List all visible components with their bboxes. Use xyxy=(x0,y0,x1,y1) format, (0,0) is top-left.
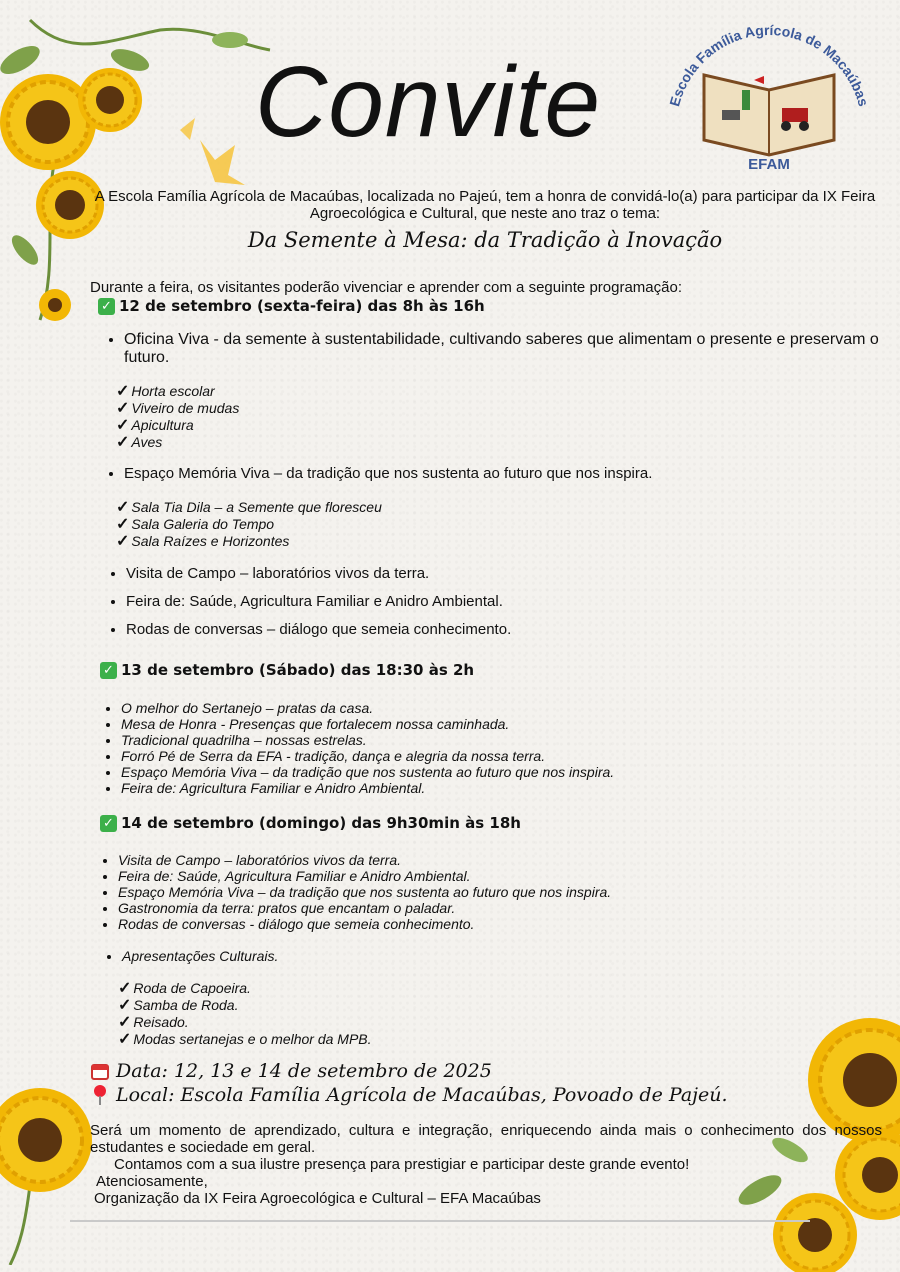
event-date: Data: 12, 13 e 14 de setembro de 2025 xyxy=(90,1060,492,1082)
list-item: • Visita de Campo – laboratórios vivos da terra. xyxy=(126,565,886,582)
list-item: ✓ Sala Tia Dila – a Semente que floresceu xyxy=(116,499,382,516)
invite-line: Contamos com a sua ilustre presença para prestigiar e participar deste grande evento! xyxy=(114,1156,690,1173)
day1-oficina: • Oficina Viva - da semente à sustentabilidade, cultivando saberes que alimentam o presente e preservam o futuro. xyxy=(124,331,884,367)
signature-line: Organização da IX Feira Agroecológica e Cultural – EFA Macaúbas xyxy=(94,1190,541,1207)
footer-divider xyxy=(70,1220,810,1222)
day1-memoria-list xyxy=(106,465,884,482)
list-item: • Gastronomia da terra: pratos que encantam o paladar. xyxy=(118,900,878,916)
list-item: ✓ Horta escolar xyxy=(116,383,215,400)
list-item: • Feira de: Agricultura Familiar e Anidro Ambiental. xyxy=(121,780,881,796)
logo-arc-text: Escola Família Agrícola de Macaúbas xyxy=(666,21,872,109)
list-item: • Espaço Memória Viva – da tradição que nos sustenta ao futuro que nos inspira. xyxy=(121,764,881,780)
list-item: • Feira de: Saúde, Agricultura Familiar e Anidro Ambiental. xyxy=(126,593,886,610)
day1-other-list xyxy=(108,565,886,638)
page-title: Convite xyxy=(255,46,602,158)
regards-line: Atenciosamente, xyxy=(96,1173,208,1190)
list-item: ✓ Roda de Capoeira. xyxy=(118,980,251,997)
day3-heading-text: 14 de setembro (domingo) das 9h30min às 18h xyxy=(121,814,521,832)
list-item: ✓ Modas sertanejas e o melhor da MPB. xyxy=(118,1031,372,1048)
day2-heading xyxy=(100,661,474,679)
day3-list xyxy=(100,852,878,932)
checkmark-icon: ✓ xyxy=(100,662,117,679)
day3-heading xyxy=(100,814,521,832)
event-location: Local: Escola Família Agrícola de Macaúbas, Povoado de Pajeú. xyxy=(90,1084,728,1106)
day1-heading-text: 12 de setembro (sexta-feira) das 8h às 16h xyxy=(119,297,485,315)
list-item: ✓ Viveiro de mudas xyxy=(116,400,240,417)
day1-memoria: • Espaço Memória Viva – da tradição que nos sustenta ao futuro que nos inspira. xyxy=(124,465,884,482)
logo-abbreviation: EFAM xyxy=(748,156,790,173)
theme-title: Da Semente à Mesa: da Tradição à Inovação xyxy=(247,228,723,252)
list-item: • O melhor do Sertanejo – pratas da casa. xyxy=(121,700,881,716)
program-intro: Durante a feira, os visitantes poderão vivenciar e aprender com a seguinte programação: xyxy=(90,279,682,296)
day1-heading xyxy=(98,297,485,315)
list-item: ✓ Reisado. xyxy=(118,1014,189,1031)
closing-block xyxy=(90,1122,882,1207)
day1-memoria-items xyxy=(116,499,382,550)
day3-cultural: • Apresentações Culturais. xyxy=(122,948,882,964)
location-pin-icon xyxy=(90,1084,110,1106)
day1-oficina-list xyxy=(106,331,884,367)
day2-list xyxy=(103,700,881,796)
day3-cultural-list xyxy=(104,948,882,964)
list-item: • Espaço Memória Viva – da tradição que nos sustenta ao futuro que nos inspira. xyxy=(118,884,878,900)
calendar-icon xyxy=(90,1061,110,1081)
closing-paragraph: Será um momento de aprendizado, cultura e integração, enriquecendo ainda mais o conhecimento dos nossos estudantes e sociedade em geral. xyxy=(90,1122,882,1156)
list-item: • Tradicional quadrilha – nossas estrelas. xyxy=(121,732,881,748)
day1-oficina-items xyxy=(116,383,239,451)
list-item: • Feira de: Saúde, Agricultura Familiar e Anidro Ambiental. xyxy=(118,868,878,884)
day2-heading-text: 13 de setembro (Sábado) das 18:30 às 2h xyxy=(121,661,475,679)
list-item: • Mesa de Honra - Presenças que fortalecem nossa caminhada. xyxy=(121,716,881,732)
list-item: • Forró Pé de Serra da EFA - tradição, dança e alegria da nossa terra. xyxy=(121,748,881,764)
intro-paragraph: A Escola Família Agrícola de Macaúbas, localizada no Pajeú, tem a honra de convidá-lo(a) para participar da IX Feira Agroecológica e Cultural, que neste ano traz o tema: xyxy=(94,188,876,222)
checkmark-icon: ✓ xyxy=(98,298,115,315)
list-item: ✓ Samba de Roda. xyxy=(118,997,239,1014)
list-item: ✓ Sala Raízes e Horizontes xyxy=(116,533,290,550)
list-item: • Visita de Campo – laboratórios vivos da terra. xyxy=(118,852,878,868)
day3-cultural-items xyxy=(118,980,372,1048)
list-item: • Rodas de conversas - diálogo que semeia conhecimento. xyxy=(118,916,878,932)
checkmark-icon: ✓ xyxy=(100,815,117,832)
list-item: • Rodas de conversas – diálogo que semeia conhecimento. xyxy=(126,621,886,638)
list-item: ✓ Aves xyxy=(116,434,163,451)
school-logo xyxy=(664,20,874,180)
list-item: ✓ Sala Galeria do Tempo xyxy=(116,516,275,533)
list-item: ✓ Apicultura xyxy=(116,417,194,434)
